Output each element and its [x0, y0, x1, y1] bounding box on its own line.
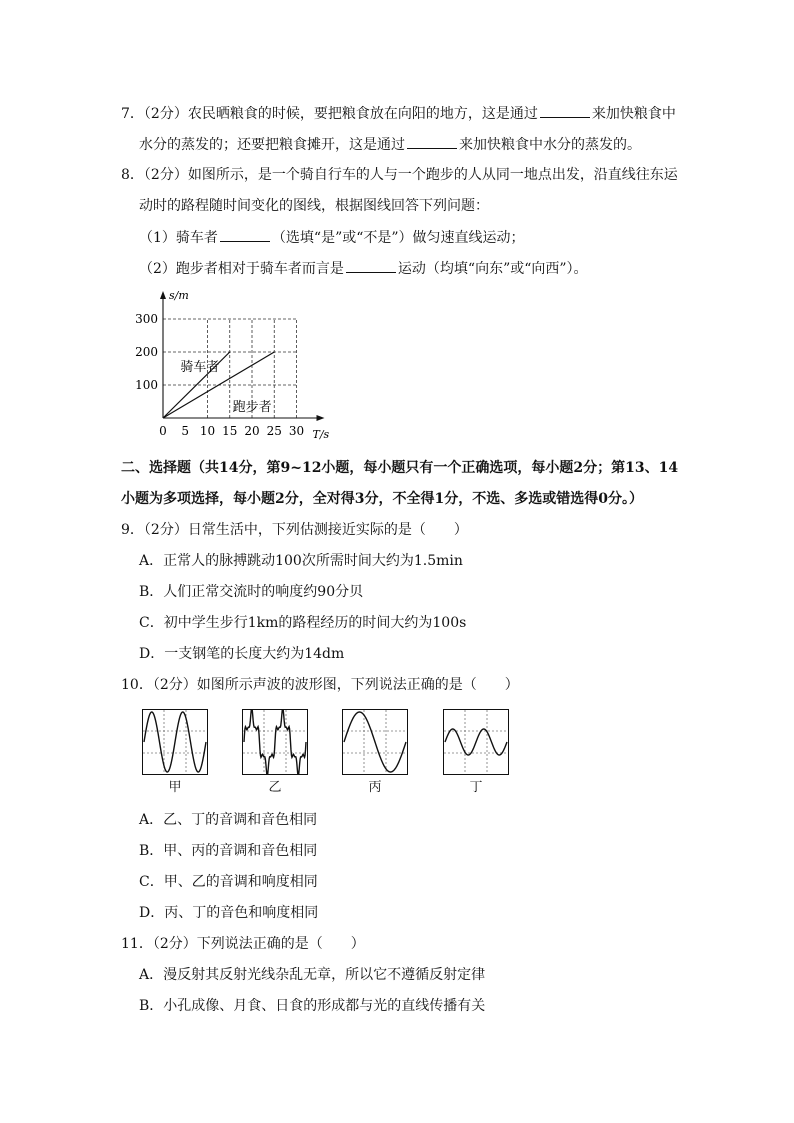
waveform-ding — [443, 709, 509, 775]
y-axis-arrow — [160, 291, 166, 299]
q10-option-b[interactable]: B．甲、丙的音调和音色相同 — [139, 843, 318, 859]
q7-text-c: 水分的蒸发的；还要把粮食摊开，这是通过 — [139, 137, 405, 153]
q8-sub1 — [139, 227, 525, 248]
x-tick-label: 0 — [159, 424, 167, 438]
q8-blank-2[interactable] — [346, 258, 396, 273]
q9-option-c[interactable]: C．初中学生步行1km的路程经历的时间大约为100s — [139, 615, 467, 631]
waveform-label-yi: 乙 — [268, 780, 282, 795]
q8-sub1-text-b: （选填“是”或“不是”）做匀速直线运动； — [271, 230, 525, 246]
q9-option-b[interactable]: B．人们正常交流时的响度约90分贝 — [139, 584, 364, 600]
waveform-jia — [142, 709, 208, 775]
x-tick-label: 30 — [288, 424, 305, 438]
q8-sub1-text-a: （1）骑车者 — [139, 230, 218, 246]
q11-stem: 11．（2分）下列说法正确的是（ ） — [121, 936, 365, 952]
waveform-label-bing: 丙 — [368, 780, 382, 795]
series-label: 骑车者 — [180, 360, 220, 375]
y-tick-label: 100 — [135, 378, 158, 392]
q7-text-b: 来加快粮食中 — [591, 106, 676, 122]
x-axis-arrow — [317, 415, 325, 421]
y-tick-label: 300 — [135, 312, 158, 326]
q8-line2: 动时的路程随时间变化的图线，根据图线回答下列问题： — [139, 198, 489, 214]
q8-sub2-text-a: （2）跑步者相对于骑车者而言是 — [139, 261, 344, 277]
waveform-label-ding: 丁 — [469, 780, 483, 795]
x-tick-label: 15 — [222, 424, 238, 438]
q10-option-c[interactable]: C．甲、乙的音调和响度相同 — [139, 874, 318, 890]
q9-option-a[interactable]: A．正常人的脉搏跳动100次所需时间大约为1.5min — [139, 553, 463, 569]
y-axis-label: s/m — [169, 289, 189, 302]
series-label: 跑步者 — [232, 400, 272, 415]
q11-option-b[interactable]: B．小孔成像、月食、日食的形成都与光的直线传播有关 — [139, 998, 486, 1014]
x-tick-label: 20 — [244, 424, 260, 438]
y-tick-label: 200 — [135, 345, 158, 359]
q10-option-d[interactable]: D．丙、丁的音色和响度相同 — [139, 905, 319, 921]
q8-line1: 8．（2分）如图所示，是一个骑自行车的人与一个跑步的人从同一地点出发，沿直线往东运 — [121, 167, 678, 183]
distance-time-chart — [130, 288, 350, 448]
waveform-yi — [242, 709, 308, 775]
q7-text-d: 来加快粮食中水分的蒸发的。 — [459, 137, 641, 153]
q7-line1 — [121, 103, 676, 124]
q7-blank-2[interactable] — [407, 134, 457, 149]
section2-line2: 小题为多项选择，每小题2分，全对得3分，不全得1分，不选、多选或错选得0分。） — [121, 491, 643, 507]
x-tick-label: 10 — [199, 424, 216, 438]
q7-line2 — [139, 134, 641, 155]
section2-line1: 二、选择题（共14分，第9~12小题，每小题只有一个正确选项，每小题2分；第13、14 — [121, 460, 679, 476]
q9-option-d[interactable]: D．一支钢笔的长度大约为14dm — [139, 646, 345, 662]
q7-text-a: 7．（2分）农民晒粮食的时候，要把粮食放在向阳的地方，这是通过 — [121, 106, 538, 122]
q8-sub2-text-b: 运动（均填“向东”或“向西”）。 — [397, 261, 588, 277]
x-axis-label: T/s — [312, 428, 330, 441]
x-tick-label: 5 — [181, 424, 190, 438]
q8-blank-1[interactable] — [220, 227, 270, 242]
waveform-label-jia: 甲 — [168, 780, 182, 795]
x-tick-label: 25 — [266, 424, 282, 438]
q7-blank-1[interactable] — [540, 103, 590, 118]
q10-option-a[interactable]: A．乙、丁的音调和音色相同 — [139, 812, 318, 828]
q8-sub2 — [139, 258, 588, 279]
q11-option-a[interactable]: A．漫反射其反射光线杂乱无章，所以它不遵循反射定律 — [139, 967, 486, 983]
waveform-bing — [342, 709, 408, 775]
q10-stem: 10．（2分）如图所示声波的波形图，下列说法正确的是（ ） — [121, 677, 519, 693]
q9-stem: 9．（2分）日常生活中，下列估测接近实际的是（ ） — [121, 522, 468, 538]
